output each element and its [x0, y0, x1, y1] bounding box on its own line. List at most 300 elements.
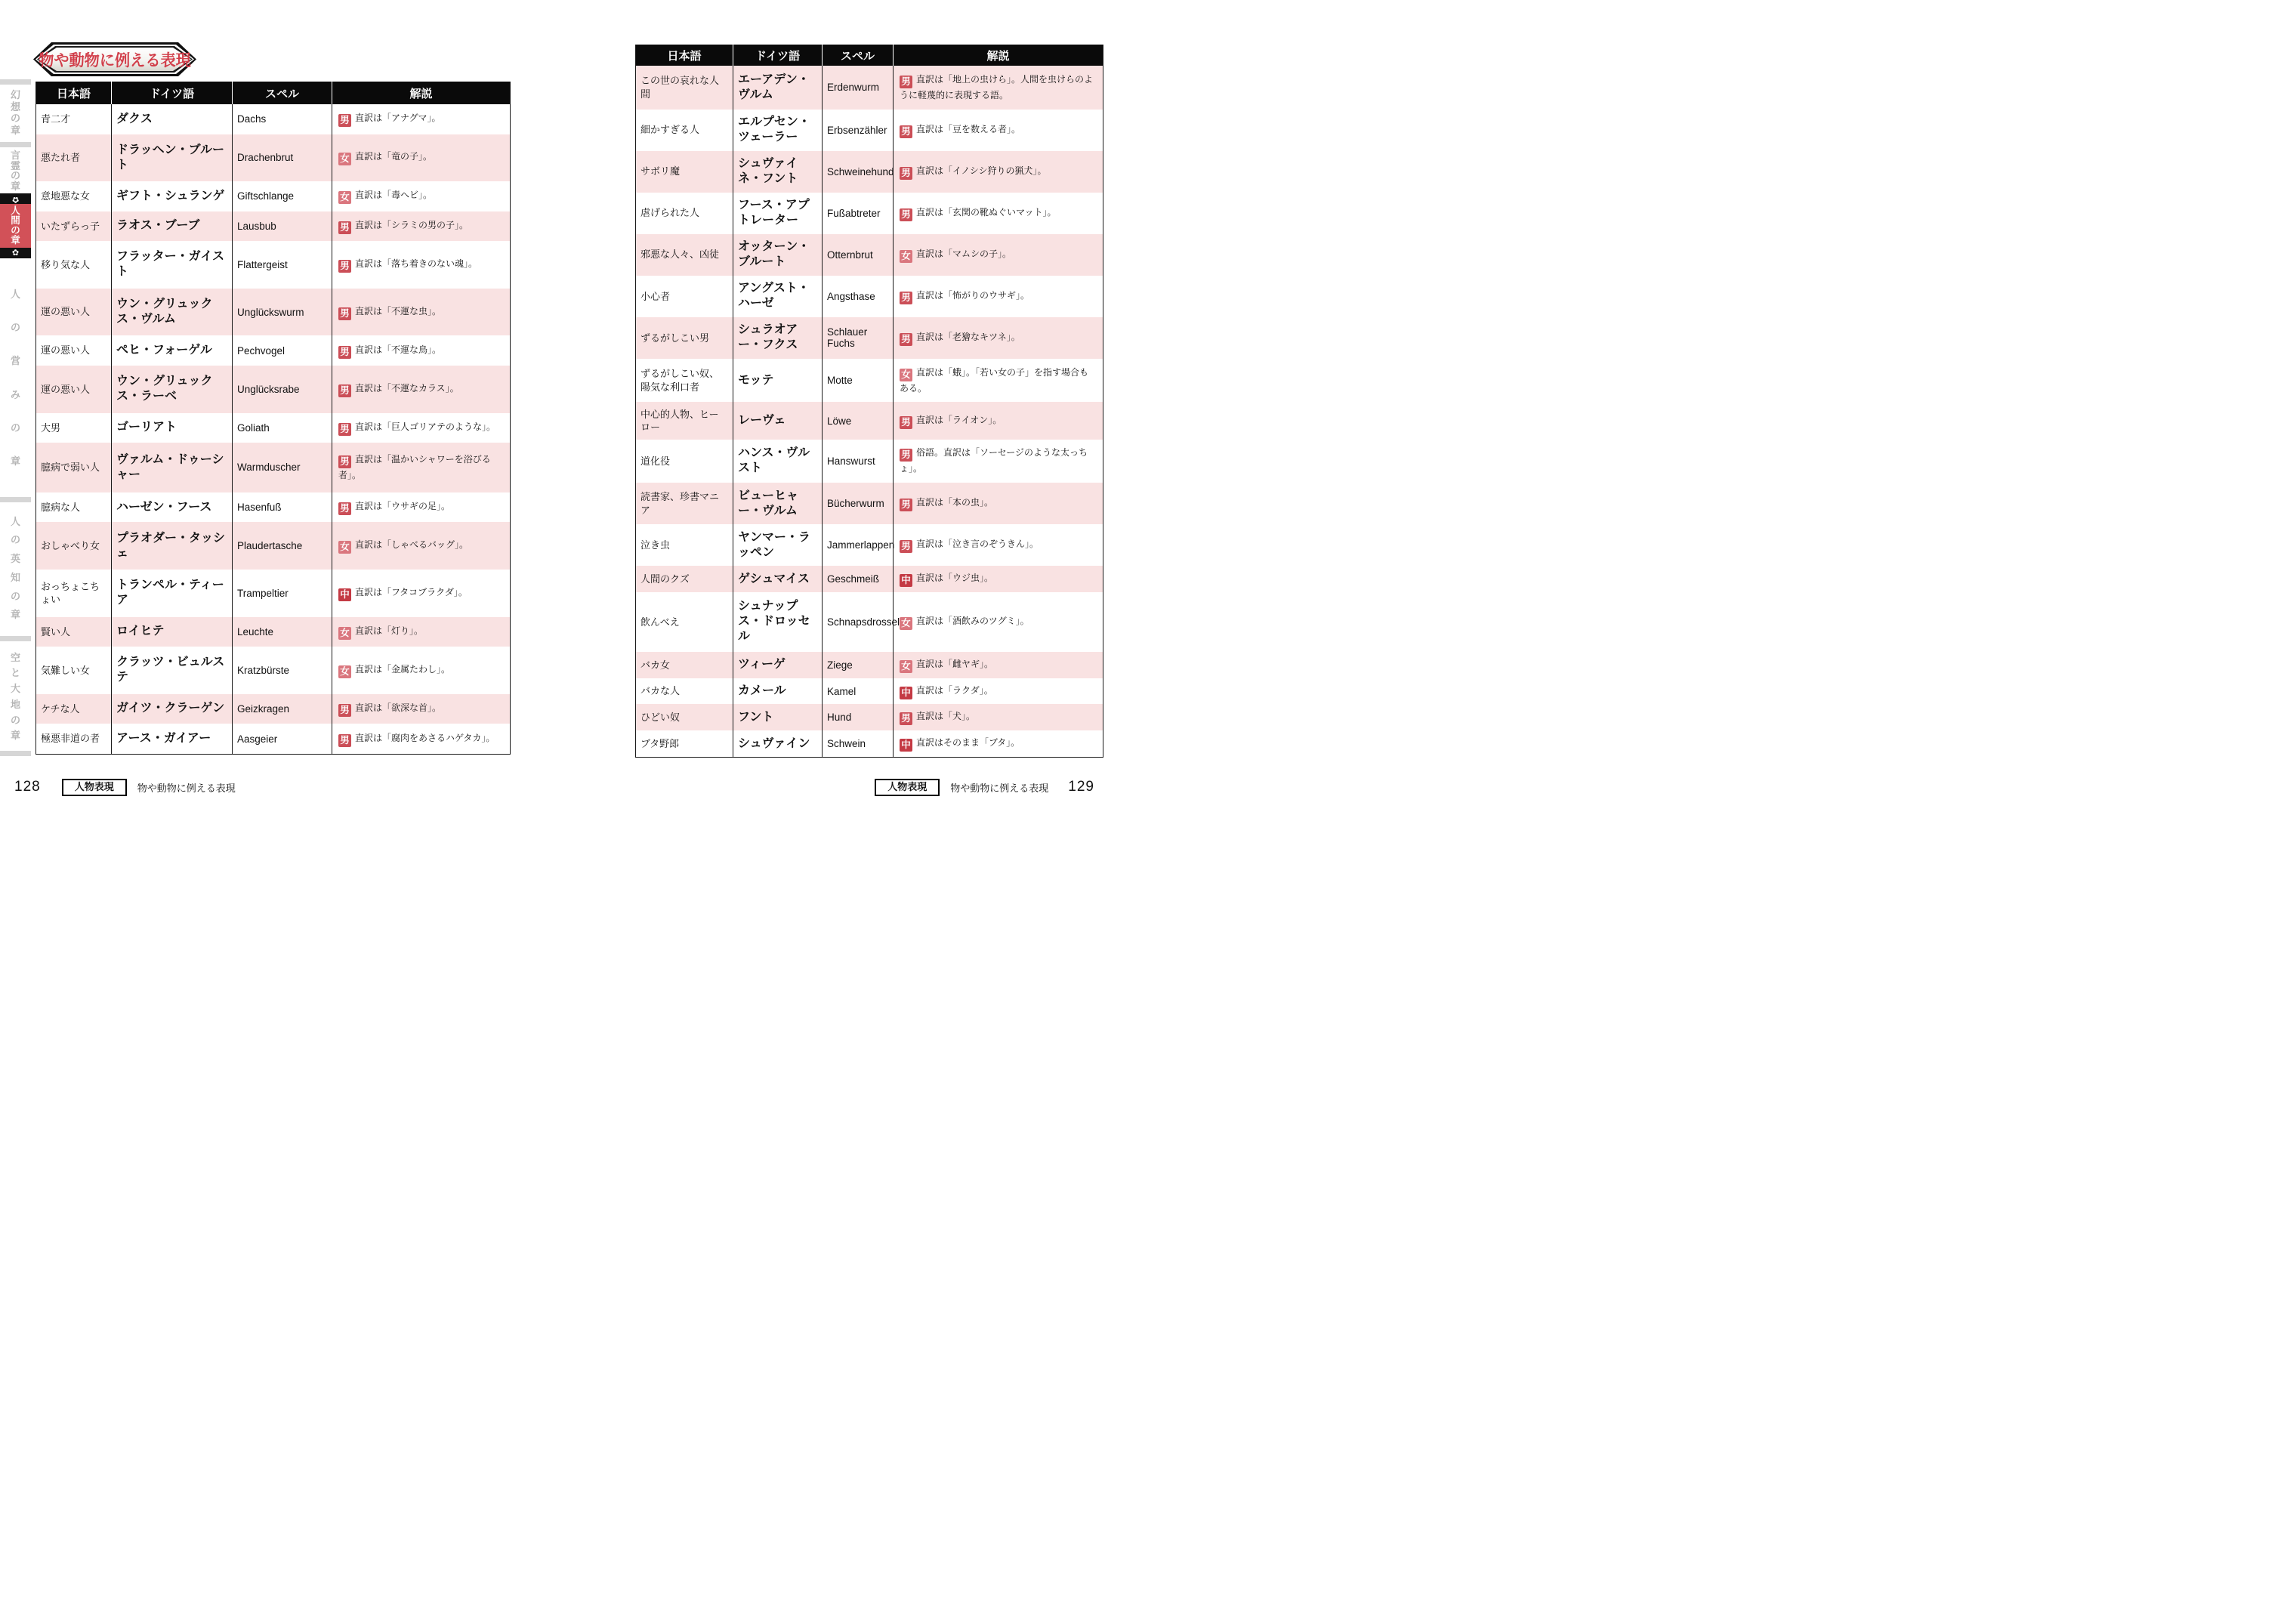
cell-german-kana: ハーゼン・フース [112, 492, 233, 523]
cell-german-kana: ガイツ・クラーゲン [112, 694, 233, 724]
cell-german-kana: ウン・グリュックス・ラーベ [112, 366, 233, 413]
table-row [36, 104, 511, 134]
sidebar-item-人の営みの章 [0, 266, 31, 489]
flower-icon [0, 248, 31, 258]
description-text: 直訳は「巨人ゴリアテのような」。 [355, 421, 496, 432]
cell-german-kana: クラッツ・ビュルステ [112, 647, 233, 694]
tab-label-char: 人 [11, 205, 20, 217]
tab-label-char: 大 [10, 683, 20, 695]
gender-badge-male: 男 [338, 384, 351, 397]
tab-label-char: 霊 [10, 159, 20, 171]
description-text: 直訳は「竜の子」。 [355, 151, 433, 162]
cell-japanese: サボリ魔 [636, 151, 733, 193]
cell-spelling: Hund [823, 704, 894, 730]
cell-japanese: 臆病な人 [41, 501, 81, 513]
gender-badge-male: 男 [338, 260, 351, 273]
cell-german-kana: プラオダー・タッシェ [112, 522, 233, 570]
cell-description [894, 652, 1103, 678]
column-header: 解説 [332, 82, 511, 104]
page-number: 129 [1068, 779, 1094, 795]
cell-japanese: 運の悪い人 [36, 366, 112, 413]
cell-spelling: Schlauer Fuchs [823, 317, 894, 359]
description-text: 直訳は「酒飲みのツグミ」。 [916, 615, 1029, 626]
cell-japanese: 人間のクズ [636, 566, 733, 592]
cell-german-kana: シュヴァイン [733, 730, 823, 757]
cell-description [894, 440, 1103, 483]
table-row [636, 678, 1103, 705]
sidebar-item-label [0, 204, 31, 248]
table-row [36, 617, 511, 647]
cell-spelling: Hanswurst [823, 440, 894, 483]
gender-badge-male: 男 [900, 540, 912, 553]
cell-japanese: 泣き虫 [640, 539, 671, 551]
description-text: 直訳は「毒ヘビ」。 [355, 190, 433, 201]
cell-german-kana: モッテ [733, 359, 823, 403]
gender-badge-female: 女 [338, 541, 351, 554]
cell-german-kana: ウン・グリュックス・ヴルム [112, 289, 233, 336]
cell-german-kana: ペヒ・フォーゲル [112, 335, 233, 366]
table-row [636, 193, 1103, 234]
tab-label-char: 知 [10, 571, 20, 583]
tab-label-char: 想 [10, 100, 20, 113]
gender-badge-female: 女 [338, 665, 351, 678]
table-row [636, 66, 1103, 110]
table-row [36, 366, 511, 413]
cell-description [332, 492, 511, 523]
tab-label-char: 地 [10, 698, 20, 710]
gender-badge-male: 男 [338, 734, 351, 747]
table-row [636, 730, 1103, 757]
flower-icon [0, 193, 31, 204]
cell-german-kana: エルプセン・ツェーラー [733, 110, 823, 151]
cell-description [332, 335, 511, 366]
gender-badge-female: 女 [900, 617, 912, 630]
gender-badge-male: 男 [338, 346, 351, 359]
footer-title: 物や動物に例える表現 [137, 782, 236, 794]
cell-japanese: 賢い人 [36, 617, 112, 647]
gender-badge-male: 男 [900, 292, 912, 304]
gender-badge-female: 女 [338, 191, 351, 204]
cell-japanese: 意地悪な女 [41, 190, 91, 202]
cell-spelling: Leuchte [233, 617, 332, 647]
description-text: 直訳は「イノシシ狩りの猟犬」。 [916, 165, 1047, 176]
table-row [636, 704, 1103, 730]
table-row [636, 440, 1103, 483]
tab-label-char: 営 [10, 355, 20, 367]
cell-german-kana: オッターン・ブルート [733, 234, 823, 276]
table-header [636, 45, 1103, 66]
cell-german-kana: シュラオアー・フクス [733, 317, 823, 359]
table-row [36, 413, 511, 443]
table-row [36, 522, 511, 570]
cell-german-kana: ダクス [112, 104, 233, 134]
cell-spelling: Fußabtreter [823, 193, 894, 234]
table-row [36, 241, 511, 289]
cell-description [332, 241, 511, 289]
description-text: 直訳は「フタコブラクダ」。 [355, 586, 468, 597]
cell-spelling: Otternbrut [823, 234, 894, 276]
cell-japanese: いたずらっ子 [36, 211, 112, 242]
cell-description [332, 366, 511, 413]
cell-japanese: 青二才 [41, 113, 71, 125]
flower-icon: ✿ [11, 248, 20, 258]
table-row [36, 694, 511, 724]
description-text: 直訳は「不運なカラス」。 [355, 382, 459, 394]
description-text: 直訳は「怖がりのウサギ」。 [916, 289, 1030, 301]
cell-spelling: Warmduscher [233, 443, 332, 492]
cell-spelling: Giftschlange [233, 181, 332, 211]
cell-german-kana: アングスト・ハーゼ [733, 276, 823, 317]
cell-description [332, 181, 511, 211]
cell-japanese: 飲んべえ [640, 616, 680, 628]
cell-japanese: 極悪非道の者 [41, 733, 100, 745]
table-row [36, 181, 511, 211]
gender-badge-female: 女 [338, 153, 351, 165]
cell-german-kana: レーヴェ [733, 402, 823, 439]
gender-badge-male: 男 [900, 712, 912, 725]
description-text: 直訳は「腐肉をあさるハゲタカ」。 [355, 732, 495, 743]
gender-badge-male: 男 [900, 167, 912, 180]
gender-badge-male: 男 [338, 221, 351, 234]
description-text: 直訳は「不運な虫」。 [355, 305, 442, 316]
tab-label-char: み [10, 388, 20, 400]
cell-german-kana: ヴァルム・ドゥーシャー [112, 443, 233, 492]
cell-description [894, 234, 1103, 276]
cell-spelling: Motte [823, 359, 894, 403]
cell-german-kana: カメール [733, 678, 823, 705]
table-row [636, 359, 1103, 403]
description-text: 直訳は「しゃべるバッグ」。 [355, 539, 469, 551]
gender-badge-male: 男 [338, 502, 351, 515]
cell-description [894, 592, 1103, 652]
cell-japanese: 運の悪い人 [36, 289, 112, 336]
cell-description [332, 134, 511, 182]
cell-description [894, 193, 1103, 234]
cell-description [894, 402, 1103, 439]
cell-german-kana: フース・アプトレーター [733, 193, 823, 234]
cell-german-kana: フント [733, 704, 823, 730]
cell-description [332, 694, 511, 724]
tab-label-char: 章 [10, 125, 20, 137]
table-header-row [636, 45, 1103, 66]
description-text: 直訳は「落ち着きのない魂」。 [355, 258, 478, 269]
table-body [636, 66, 1103, 758]
cell-german-kana: シュヴァイネ・フント [733, 151, 823, 193]
cell-spelling: Jammerlappen [823, 524, 894, 566]
tab-label-char: 言 [10, 149, 20, 161]
description-text: 直訳は「老獪なキツネ」。 [916, 331, 1020, 342]
cell-german-kana: アース・ガイアー [112, 724, 233, 754]
cell-japanese: 邪悪な人々、凶徒 [636, 234, 733, 276]
sidebar-divider [0, 142, 31, 147]
table-header-row [36, 82, 511, 104]
chapter-tab-sidebar [0, 0, 31, 812]
description-text: 直訳は「雌ヤギ」。 [916, 658, 994, 669]
column-header: スペル [233, 82, 332, 104]
sidebar-item-空と大地の章 [0, 647, 31, 746]
cell-spelling: Kratzbürste [233, 647, 332, 694]
gender-badge-female: 女 [900, 660, 912, 673]
gender-badge-male: 男 [900, 449, 912, 462]
cell-german-kana: ラオス・ブーブ [112, 211, 233, 242]
gender-badge-male: 男 [338, 114, 351, 127]
gender-badge-male: 男 [900, 333, 912, 346]
table-row [636, 592, 1103, 652]
cell-spelling: Goliath [233, 413, 332, 443]
cell-spelling: Trampeltier [233, 570, 332, 617]
cell-german-kana: シュナップス・ドロッセル [733, 592, 823, 652]
cell-spelling: Flattergeist [233, 241, 332, 289]
cell-japanese: ブタ野郎 [640, 737, 680, 749]
table-row [36, 647, 511, 694]
tab-label-char: の [10, 590, 20, 602]
gender-badge-male: 男 [338, 704, 351, 717]
cell-german-kana: エーアデン・ヴルム [733, 66, 823, 110]
cell-spelling: Löwe [823, 402, 894, 439]
cell-description [894, 151, 1103, 193]
cell-german-kana: ハンス・ヴルスト [733, 440, 823, 483]
cell-japanese: 小心者 [640, 290, 671, 302]
gender-badge-male: 男 [338, 455, 351, 468]
description-text: 直訳は「本の虫」。 [916, 497, 994, 508]
tab-label-char: 人 [10, 515, 20, 527]
cell-german-kana: フラッター・ガイスト [112, 241, 233, 289]
description-text: 俗語。直訳は「ソーセージのような太っちょ」。 [900, 447, 1088, 474]
table-row [636, 483, 1103, 524]
column-header: 日本語 [636, 45, 733, 66]
table-row [636, 402, 1103, 439]
cell-spelling: Dachs [233, 104, 332, 134]
description-text: 直訳は「豆を数える者」。 [916, 123, 1021, 134]
table-row [36, 335, 511, 366]
table-row [636, 276, 1103, 317]
gender-badge-male: 男 [900, 499, 912, 511]
gender-badge-male: 男 [338, 307, 351, 320]
cell-spelling: Geschmeiß [823, 566, 894, 592]
cell-japanese: この世の哀れな人間 [636, 66, 733, 110]
cell-spelling: Bücherwurm [823, 483, 894, 524]
tab-label-char: の [10, 421, 20, 434]
description-text: 直訳は「灯り」。 [355, 625, 424, 636]
table-row [36, 211, 511, 242]
cell-description [332, 724, 511, 754]
cell-spelling: Aasgeier [233, 724, 332, 754]
table-row [636, 110, 1103, 151]
description-text: 直訳は「蛾」。「若い女の子」を指す場合もある。 [900, 366, 1089, 394]
description-text: 直訳は「地上の虫けら」。人間を虫けらのように軽蔑的に表現する語。 [900, 73, 1094, 100]
cell-japanese: 運の悪い人 [41, 344, 91, 357]
cell-description [894, 678, 1103, 705]
book-spread [0, 0, 1142, 812]
cell-japanese: ケチな人 [36, 694, 112, 724]
cell-german-kana: トランペル・ティーア [112, 570, 233, 617]
gender-badge-neuter: 中 [338, 588, 351, 601]
cell-german-kana: ドラッヘン・ブルート [112, 134, 233, 182]
sidebar-divider [0, 497, 31, 502]
cell-description [894, 317, 1103, 359]
tab-label-char: 章 [11, 235, 20, 246]
cell-spelling: Unglücksrabe [233, 366, 332, 413]
sidebar-item-active-人間の章 [0, 193, 31, 258]
tab-label-char: の [10, 113, 20, 125]
cell-japanese: 移り気な人 [41, 258, 91, 270]
cell-spelling: Plaudertasche [233, 522, 332, 570]
description-text: 直訳は「犬」。 [916, 711, 976, 722]
cell-description [332, 443, 511, 492]
cell-description [332, 104, 511, 134]
tab-label-char: の [11, 225, 20, 236]
tab-label-char: の [10, 170, 20, 182]
cell-german-kana: ビューヒャー・ヴルム [733, 483, 823, 524]
tab-label-char: 英 [10, 553, 20, 565]
cell-spelling: Unglückswurm [233, 289, 332, 336]
cell-german-kana: ギフト・シュランゲ [112, 181, 233, 211]
cell-spelling: Schwein [823, 730, 894, 757]
cell-description [894, 483, 1103, 524]
tab-label-char: 空 [10, 651, 20, 663]
cell-spelling: Schnapsdrossel [823, 592, 894, 652]
column-header: 解説 [894, 45, 1103, 66]
tab-label-char: 章 [10, 455, 20, 467]
cell-description [332, 211, 511, 242]
cell-description [894, 110, 1103, 151]
cell-japanese: バカ女 [636, 652, 733, 678]
table-row [36, 134, 511, 182]
tab-label-char: 章 [10, 730, 20, 742]
table-row [36, 492, 511, 523]
table-row [636, 566, 1103, 592]
cell-spelling: Ziege [823, 652, 894, 678]
description-text: 直訳は「金属たわし」。 [355, 663, 451, 675]
table-row [636, 524, 1103, 566]
cell-spelling: Hasenfuß [233, 492, 332, 523]
cell-spelling: Erdenwurm [823, 66, 894, 110]
cell-japanese: おしゃべり女 [36, 522, 112, 570]
cell-german-kana: ヤンマー・ラッペン [733, 524, 823, 566]
page-title: 物や動物に例える表現 [39, 51, 191, 69]
cell-description [894, 566, 1103, 592]
table-row [636, 317, 1103, 359]
tab-label-char: の [10, 714, 20, 726]
cell-german-kana: ツィーゲ [733, 652, 823, 678]
description-text: 直訳は「温かいシャワーを浴びる者」。 [338, 453, 491, 480]
table-row [636, 652, 1103, 678]
vocab-table-left [35, 82, 511, 755]
cell-description [332, 617, 511, 647]
sidebar-divider [0, 636, 31, 641]
section-title-badge [33, 42, 196, 76]
cell-japanese: 悪たれ者 [36, 134, 112, 182]
description-text: 直訳は「玄関の靴ぬぐいマット」。 [916, 206, 1057, 218]
table-row [636, 234, 1103, 276]
gender-badge-male: 男 [338, 423, 351, 436]
table-row [36, 289, 511, 336]
column-header: スペル [823, 45, 894, 66]
tab-label-char: の [10, 534, 20, 546]
tab-label-char: 幻 [10, 88, 20, 100]
footer-category-box: 人物表現 [875, 779, 940, 796]
cell-spelling: Schweinehund [823, 151, 894, 193]
tab-label-char: 人 [10, 289, 20, 301]
column-header: ドイツ語 [112, 82, 233, 104]
sidebar-item-言霊の章 [0, 150, 31, 192]
cell-description [332, 570, 511, 617]
description-text: 直訳は「欲深な首」。 [355, 702, 442, 713]
tab-label-char: の [10, 322, 20, 334]
cell-japanese: ずるがしこい奴、陽気な利口者 [640, 368, 720, 393]
description-text: 直訳は「ウジ虫」。 [916, 573, 994, 584]
cell-japanese: 読書家、珍書マニア [636, 483, 733, 524]
cell-description [894, 524, 1103, 566]
footer-title: 物や動物に例える表現 [950, 782, 1049, 794]
table-header [36, 82, 511, 104]
cell-spelling: Pechvogel [233, 335, 332, 366]
table-body [36, 104, 511, 755]
cell-spelling: Lausbub [233, 211, 332, 242]
cell-japanese: 道化役 [640, 455, 671, 467]
sidebar-item-人の英知の章 [0, 508, 31, 628]
gender-badge-male: 男 [900, 208, 912, 221]
cell-spelling: Kamel [823, 678, 894, 705]
sidebar-divider [0, 79, 31, 85]
gender-badge-male: 男 [900, 125, 912, 138]
description-text: 直訳はそのまま「ブタ」。 [916, 737, 1020, 749]
table-row [36, 570, 511, 617]
cell-description [894, 276, 1103, 317]
footer-category-box: 人物表現 [62, 779, 127, 796]
cell-japanese: 臆病で弱い人 [36, 443, 112, 492]
cell-spelling: Angsthase [823, 276, 894, 317]
description-text: 直訳は「不運な鳥」。 [355, 344, 442, 355]
description-text: 直訳は「ウサギの足」。 [355, 501, 451, 512]
tab-label-char: と [10, 667, 20, 679]
cell-description [332, 522, 511, 570]
footer-right [875, 779, 1094, 796]
footer-left [14, 779, 236, 796]
cell-description [332, 413, 511, 443]
cell-german-kana: ゲシュマイス [733, 566, 823, 592]
gender-badge-male: 男 [900, 416, 912, 429]
gender-badge-female: 女 [338, 627, 351, 640]
sidebar-divider [0, 751, 31, 756]
description-text: 直訳は「ライオン」。 [916, 414, 1002, 425]
cell-description [894, 704, 1103, 730]
table-row [36, 724, 511, 754]
table-row [636, 151, 1103, 193]
tab-label-char: 章 [10, 609, 20, 621]
description-text: 直訳は「アナグマ」。 [355, 113, 441, 124]
cell-spelling: Drachenbrut [233, 134, 332, 182]
description-text: 直訳は「シラミの男の子」。 [355, 219, 469, 230]
cell-description [894, 730, 1103, 757]
cell-japanese: ひどい奴 [636, 704, 733, 730]
gender-badge-female: 女 [900, 250, 912, 263]
cell-japanese: バカな人 [640, 685, 681, 697]
description-text: 直訳は「マムシの子」。 [916, 248, 1012, 259]
cell-german-kana: ゴーリアト [112, 413, 233, 443]
cell-spelling: Geizkragen [233, 694, 332, 724]
cell-japanese: 虐げられた人 [640, 207, 700, 219]
cell-description [894, 66, 1103, 110]
cell-german-kana: ロイヒテ [112, 617, 233, 647]
flower-icon: ✿ [11, 194, 20, 204]
gender-badge-female: 女 [900, 369, 912, 381]
page-number: 128 [14, 779, 41, 795]
tab-label-char: 間 [11, 215, 20, 227]
table-row [36, 443, 511, 492]
description-text: 直訳は「泣き言のぞうきん」。 [916, 539, 1039, 550]
cell-japanese: 中心的人物、ヒーロー [636, 402, 733, 439]
